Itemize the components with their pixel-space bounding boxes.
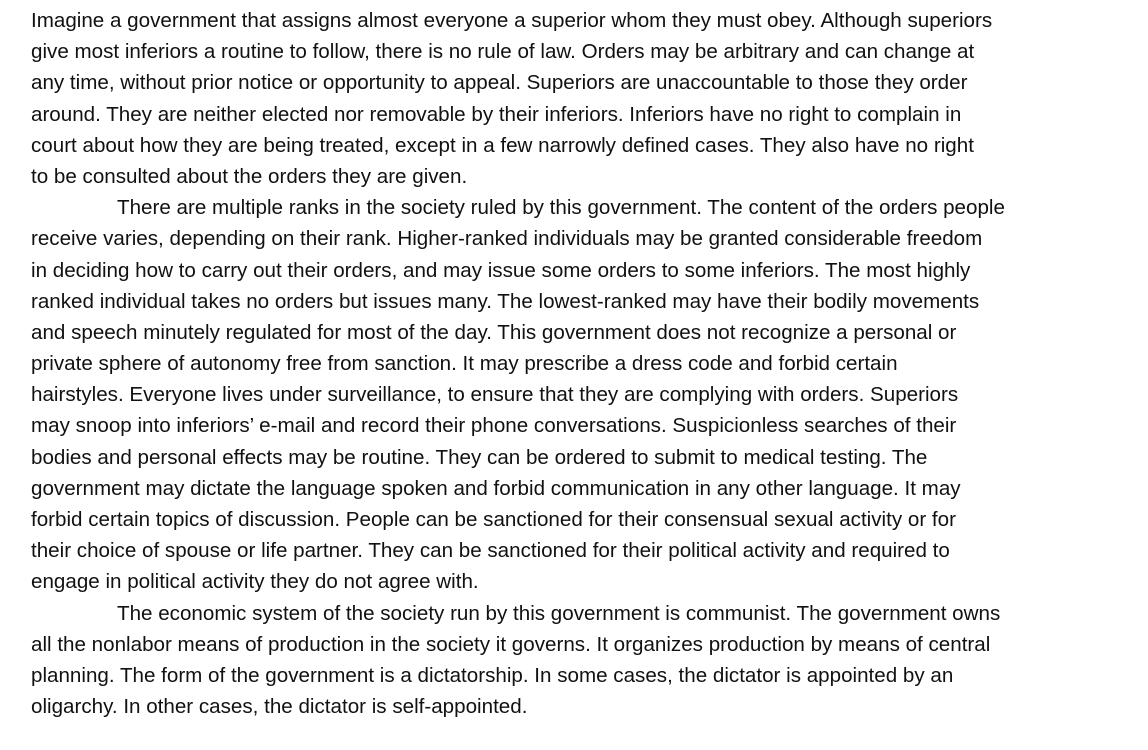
text-line: oligarchy. In other cases, the dictator is self-appointed. (31, 695, 528, 719)
text-line: and speech minutely regulated for most of the day. This government does not recognize a personal or (31, 320, 957, 344)
text-line: their choice of spouse or life partner. They can be sanctioned for their political activity and required to (31, 539, 950, 563)
text-line: private sphere of autonomy free from sanction. It may prescribe a dress code and forbid certain (31, 352, 898, 376)
text-line: planning. The form of the government is a dictatorship. In some cases, the dictator is appointed by an (31, 663, 954, 687)
text-line: ranked individual takes no orders but issues many. The lowest-ranked may have their bodily movements (31, 289, 980, 313)
text-line: engage in political activity they do not agree with. (31, 570, 479, 594)
text-line: receive varies, depending on their rank. Higher-ranked individuals may be granted considerable freedom (31, 227, 983, 251)
text-line: hairstyles. Everyone lives under surveillance, to ensure that they are complying with orders. Superiors (31, 383, 959, 407)
text-line: in deciding how to carry out their orders, and may issue some orders to some inferiors. The most highly (31, 258, 971, 282)
paragraph (31, 5, 1131, 192)
paragraph (31, 598, 1131, 723)
text-line: any time, without prior notice or opportunity to appeal. Superiors are unaccountable to those they order (31, 71, 968, 95)
text-line: around. They are neither elected nor removable by their inferiors. Inferiors have no right to complain in (31, 102, 962, 126)
text-line: may snoop into inferiors’ e-mail and record their phone conversations. Suspicionless searches of their (31, 414, 957, 438)
paragraph (31, 192, 1131, 597)
text-line: There are multiple ranks in the society ruled by this government. The content of the orders people (117, 196, 1005, 220)
text-line: government may dictate the language spoken and forbid communication in any other language. It may (31, 476, 961, 500)
text-line: Imagine a government that assigns almost everyone a superior whom they must obey. Although superiors (31, 9, 993, 32)
text-line: The economic system of the society run by this government is communist. The government owns (117, 601, 1001, 625)
text-line: to be consulted about the orders they are given. (31, 164, 468, 188)
text-line: give most inferiors a routine to follow, there is no rule of law. Orders may be arbitrary and can change at (31, 40, 975, 64)
text-line: forbid certain topics of discussion. People can be sanctioned for their consensual sexual activity or for (31, 508, 956, 531)
document-body (31, 5, 1131, 722)
text-line: court about how they are being treated, except in a few narrowly defined cases. They also have no right (31, 133, 974, 157)
text-line: bodies and personal effects may be routine. They can be ordered to submit to medical testing. The (31, 445, 928, 469)
text-line: all the nonlabor means of production in the society it governs. It organizes production by means of central (31, 632, 991, 656)
